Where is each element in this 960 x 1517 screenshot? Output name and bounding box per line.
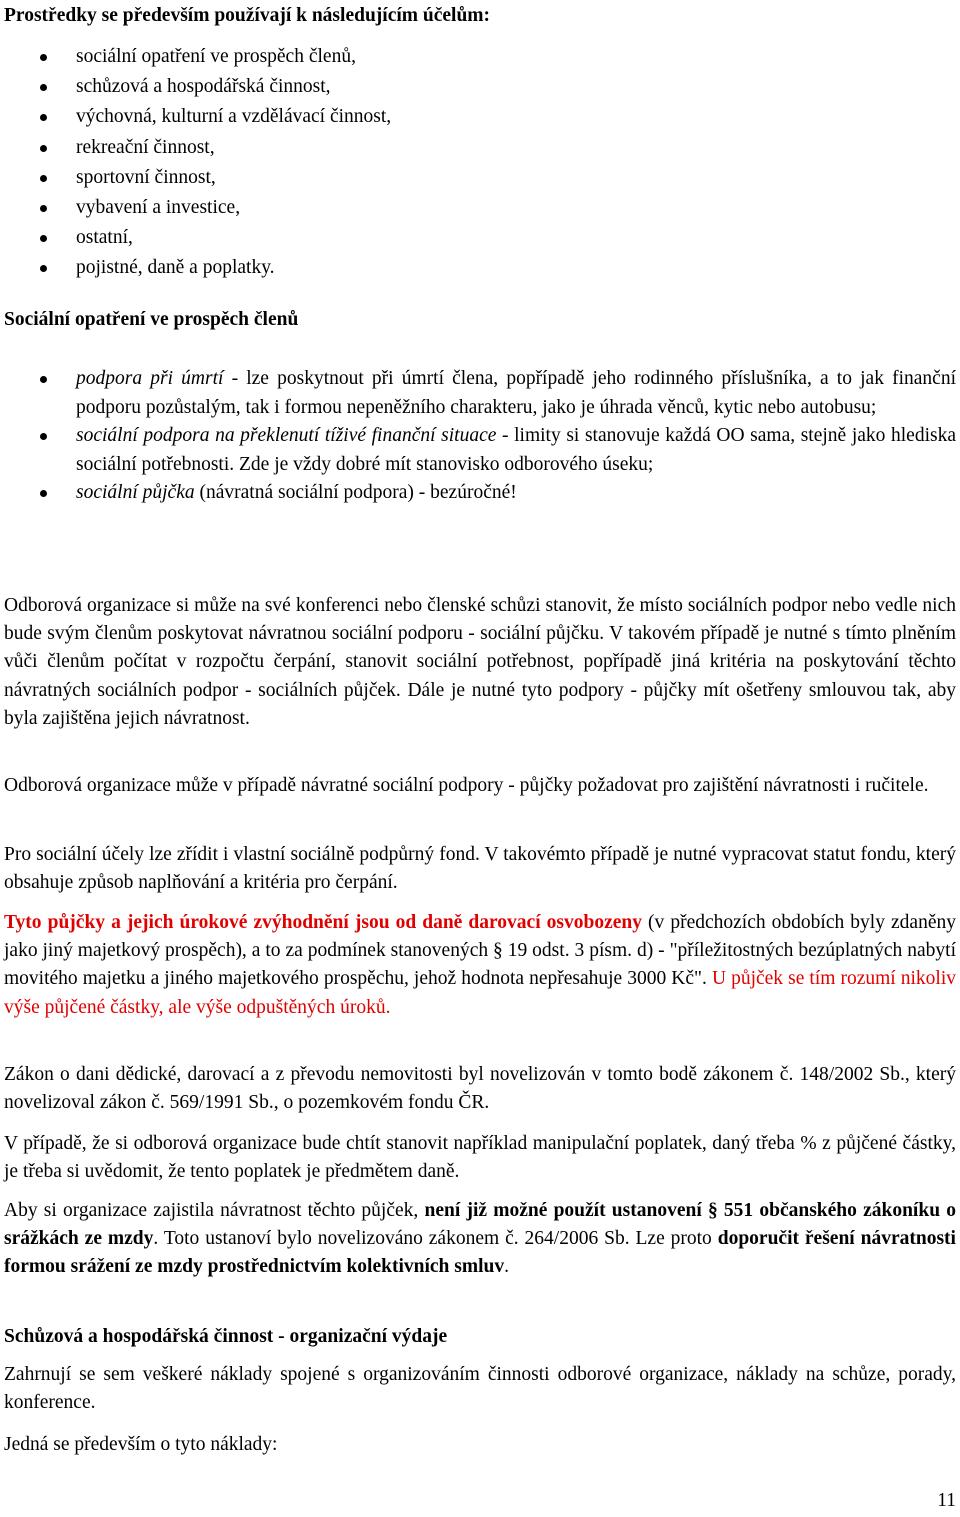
paragraph-manipulation-fee: V případě, že si odborová organizace bude chtít stanovit například manipulační poplatek, daný třeba % z půjčené částky, je třeba si uvědomit, že tento poplatek je předmětem daně. — [4, 1133, 956, 1183]
bullet-icon — [40, 145, 47, 152]
bullet-icon — [40, 54, 47, 61]
bullet-icon — [40, 175, 47, 182]
paragraph-text: Aby si organizace zajistila návratnost těchto půjček, — [4, 1200, 425, 1221]
paragraph-text: . — [504, 1256, 509, 1278]
item-text: (návratná sociální podpora) - bezúročné! — [194, 482, 517, 503]
heading-meetings: Schůzová a hospodářská činnost - organizační výdaje — [4, 1326, 448, 1347]
emphasis-red: U půjček se tím rozumí nikoliv výše půjčené částky, ale výše odpuštěných úroků. — [4, 968, 956, 1018]
bullet-icon — [40, 205, 47, 212]
item-text: - lze poskytnout při úmrtí člena, popřípadě jeho rodinného příslušníka, a to jak finanční podporu pozůstalým, tak i formou nepeněžního charakteru, jako je úhrada věnců, kytic nebo autobusu; — [76, 368, 956, 418]
heading-purposes: Prostředky se především používají k následujícím účelům: — [4, 5, 491, 26]
list-item — [4, 42, 391, 72]
list-item-text: rekreační činnost, — [76, 136, 215, 158]
list-item — [4, 193, 391, 223]
paragraph-text: (v předchozích obdobích byly zdaněny jako jiný majetkový prospěch), a to za podmínek stanovených § 19 odst. 3 písm. d) - "příležitostných bezúplatných nabytí movitého majetku a jiného majetkového prospěchu, jehož hodnota nepřesahuje 3000 Kč". — [4, 912, 956, 990]
paragraph-costs-intro: Jedná se především o tyto náklady: — [4, 1434, 278, 1455]
bullet-icon — [40, 114, 47, 121]
emphasis-bold: doporučit řešení návratnosti formou srážení ze mzdy prostřednictvím kolektivních smluv — [4, 1228, 956, 1278]
emphasis-bold: není již možné použít ustanovení § 551 občanského zákoníku o srážkách ze mzdy — [4, 1200, 956, 1250]
list-item — [4, 133, 391, 163]
paragraph-support-fund: Pro sociální účely lze zřídit i vlastní sociálně podpůrný fond. V takovémto případě je nutné vypracovat statut fondu, který obsahuje způsob naplňování a kritéria pro čerpání. — [4, 844, 956, 894]
list-item-text: výchovná, kulturní a vzdělávací činnost, — [76, 106, 392, 128]
list-item-text: ostatní, — [76, 227, 133, 249]
list-item — [4, 223, 391, 253]
paragraph-social-loan: Odborová organizace si může na své konferenci nebo členské schůzi stanovit, že místo sociálních podpor nebo vedle nich bude svým členům poskytovat návratnou sociální podporu - sociální půjčku. V takovém případě je nutné s tímto plněním vůči členům počítat v rozpočtu čerpání, stanovit sociální potřebnost, popřípadě jiná kritéria na poskytování těchto návratných sociálních podpor - sociálních půjček. Dále je nutné tyto podpory - půjčky mít ošetřeny smlouvou tak, aby byla zajištěna jejich návratnost. — [4, 595, 956, 729]
list-item — [4, 102, 391, 132]
bullet-icon — [40, 265, 47, 272]
emphasis-red-bold: Tyto půjčky a jejich úrokové zvýhodnění jsou od daně darovací osvobozeny — [4, 912, 642, 933]
paragraph-guarantor: Odborová organizace může v případě návratné sociální podpory - půjčky požadovat pro zajištění návratnosti i ručitele. — [4, 775, 929, 796]
list-item-text: vybavení a investice, — [76, 196, 241, 218]
paragraph-tax-exemption — [4, 909, 956, 1022]
bullet-icon — [40, 235, 47, 242]
list-item-text: pojistné, daně a poplatky. — [76, 257, 275, 279]
page-number: 11 — [937, 1490, 956, 1511]
bullet-icon — [40, 376, 47, 383]
list-item-text: schůzová a hospodářská činnost, — [76, 76, 331, 98]
list-item — [4, 365, 956, 422]
list-item-text: sportovní činnost, — [76, 166, 216, 188]
list-item — [4, 163, 391, 193]
bullet-icon — [40, 490, 47, 497]
item-term: sociální podpora na překlenutí tíživé finanční situace — [76, 425, 497, 446]
bullet-icon — [40, 84, 47, 91]
paragraph-text: . Toto ustanoví bylo novelizováno zákonem č. 264/2006 Sb. Lze proto — [153, 1228, 718, 1250]
purposes-list — [4, 42, 391, 284]
paragraph-law-amendment: Zákon o dani dědické, darovací a z převodu nemovitosti byl novelizován v tomto bodě zákonem č. 148/2002 Sb., který novelizoval zákon č. 569/1991 Sb., o pozemkovém fondu ČR. — [4, 1064, 956, 1114]
item-term: sociální půjčka — [76, 482, 195, 503]
list-item — [4, 479, 956, 508]
list-item — [4, 422, 956, 479]
paragraph-meeting-costs: Zahrnují se sem veškeré náklady spojené s organizováním činnosti odborové organizace, náklady na schůze, porady, konference. — [4, 1364, 956, 1414]
paragraph-wage-deduction — [4, 1197, 956, 1282]
bullet-icon — [40, 433, 47, 440]
item-term: podpora při úmrtí — [76, 368, 224, 389]
list-item-text: sociální opatření ve prospěch členů, — [76, 46, 356, 67]
heading-social-measures: Sociální opatření ve prospěch členů — [4, 309, 299, 330]
list-item — [4, 253, 391, 283]
item-text: - limity si stanovuje každá OO sama, stejně jako hlediska sociální potřebnosti. Zde je vždy dobré mít stanovisko odborového úseku; — [76, 425, 956, 475]
list-item — [4, 72, 391, 102]
social-measures-list — [4, 365, 956, 508]
